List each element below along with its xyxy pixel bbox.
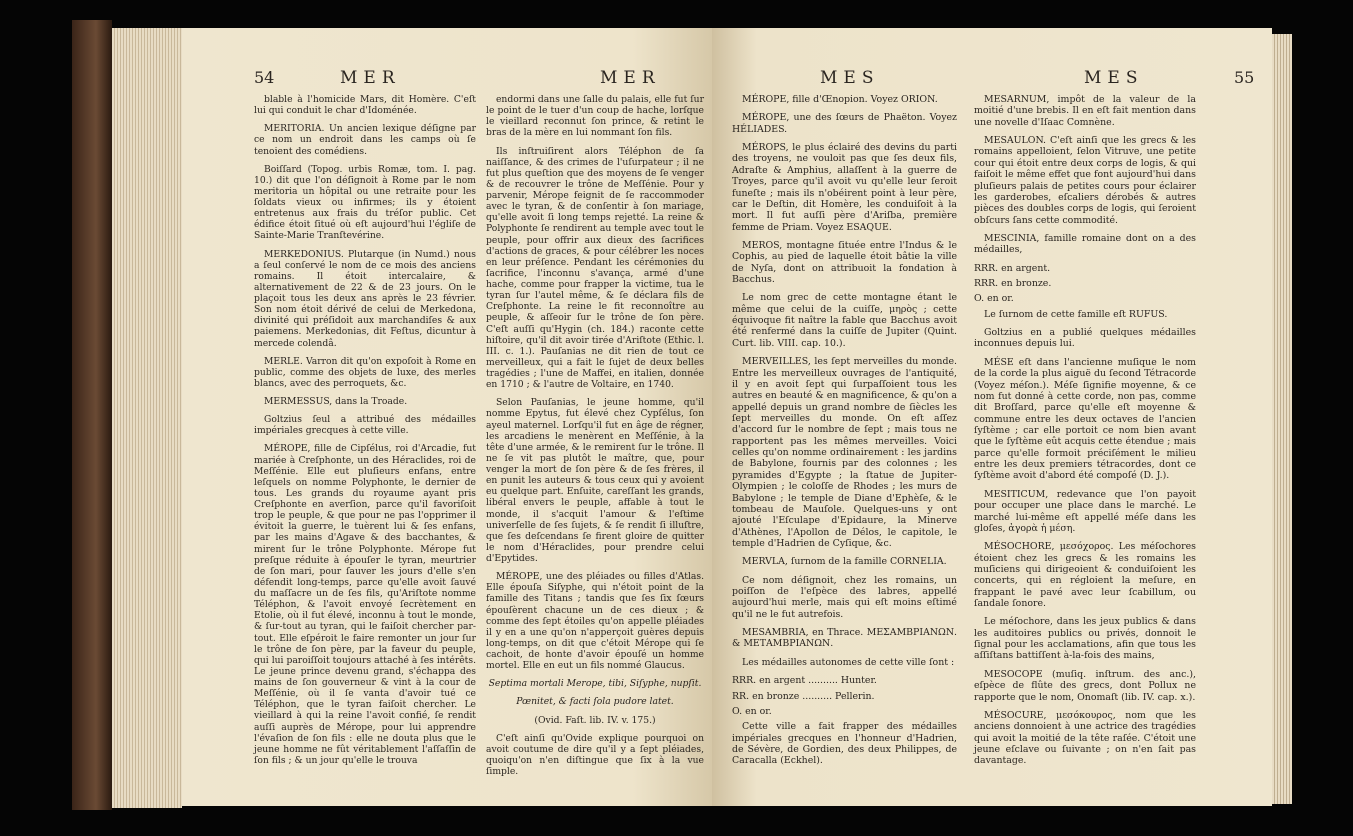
paragraph: Goltzius ſeul a attribué des médailles impériales grecques à cette ville.	[254, 414, 476, 437]
paragraph: MEROS, montagne ſituée entre l'Indus & le Cophis, au pied de laquelle étoit bâtie la ville de Nyſa, dont on attribuoit la fondation à Bacchus.	[732, 239, 957, 286]
table-row: O. en or.	[732, 705, 772, 717]
verse-line: Septima mortali Merope, tibi, Siſyphe, nupſit.	[488, 678, 702, 690]
citation: (Ovid. Faſt. lib. IV. v. 175.)	[534, 714, 656, 726]
paragraph: MERITORIA. Un ancien lexique déſigne par ce nom un endroit dans les camps où ſe tenoient des comédiens.	[254, 123, 476, 157]
paragraph: MESARNUM, impôt de la valeur de la moitié d'une brebis. Il en eſt fait mention dans une novelle d'Iſaac Comnène.	[974, 94, 1196, 128]
running-header-left: MER	[340, 68, 401, 88]
book-cover-edge	[72, 20, 112, 810]
table-row: RRR. en argent.	[974, 262, 1051, 274]
page-edges-right	[1272, 34, 1292, 804]
paragraph: MÉROPS, le plus éclairé des devins du parti des troyens, ne vouloit pas que ſes deux fils, Adraſte & Amphius, allaſſent à la guerre de Troyes, parce qu'il avoit vu qu'elle leur ſeroit funeſte ; mais ils n'obéirent point à leur père, car le Deſtin, dit Homère, les conduiſoit à la mort. Il fut auſſi père d'Ariſba, première femme de Priam. Voyez ESAQUE.	[732, 142, 957, 233]
paragraph: MÉROPE, une des ſœurs de Phaëton. Voyez HÉLIADES.	[732, 112, 957, 135]
page-number: 55	[1234, 68, 1255, 87]
paragraph: MESITICUM, redevance que l'on payoit pour occuper une place dans le marché. Le marché lui-même eſt appellé méſe dans les gloſes, ἀγορὰ ἡ μέση.	[974, 488, 1196, 534]
paragraph: MÉSOCHORE, μεσόχορος. Les méſochores étoient chez les grecs & les romains les muſiciens qui dirigeoient & conduiſoient les concerts, qui en régloient la meſure, en frappant le pavé avec leur ſcabillum, ou ſandale ſonore.	[974, 541, 1196, 610]
paragraph: endormi dans une ſalle du palais, elle fut ſur le point de le tuer d'un coup de hache, lorſque le vieillard reconnut ſon prince, & retint le bras de la mère en lui nommant ſon fils.	[486, 94, 704, 139]
open-book	[92, 20, 1302, 810]
column-right-1	[732, 94, 957, 774]
paragraph: MÉROPE, une des pléiades ou filles d'Atlas. Elle épouſa Siſyphe, qui n'étoit point de la famille des Titans ; tandis que ſes ſix ſœurs épouſèrent chacune un de ces dieux ; & comme des ſept étoiles qu'on appelle pléiades il y en a une qu'on n'apperçoit guères depuis long-temps, on dit que c'étoit Mérope qui ſe cachoit, de honte d'avoir épouſé un homme mortel. Elle en eut un fils nommé Glaucus.	[486, 571, 704, 672]
paragraph: Ce nom déſignoit, chez les romains, un poiſſon de l'eſpèce des labres, appellé aujourd'hui merle, mais qui eſt moins eſtimé qu'il ne le fut autrefois.	[732, 574, 957, 620]
paragraph: blable à l'homicide Mars, dit Homère. C'eſt lui qui conduit le char d'Idoménée.	[254, 94, 476, 117]
table-row: RR. en bronze .......... Pellerin.	[732, 690, 875, 702]
paragraph: Le méſochore, dans les jeux publics & dans les auditoires publics ou privés, donnoit le ſignal pour les acclamations, afin que tous les aſſiſtans battiſſent à-la-fois des mains,	[974, 616, 1196, 662]
paragraph: Le nom grec de cette montagne étant le même que celui de la cuiſſe, μηρὸς ; cette équivoque fit naître la fable que Bacchus avoit été renfermé dans la cuiſſe de Jupiter (Quint. Curt. lib. VIII. cap. 10.).	[732, 292, 957, 349]
paragraph: C'eſt ainſi qu'Ovide explique pourquoi on avoit coutume de dire qu'il y a ſept pléiades, quoiqu'on n'en diſtingue que ſix à la vue ſimple.	[486, 732, 704, 777]
column-right-2	[974, 94, 1196, 774]
table-row: O. en or.	[974, 293, 1014, 305]
running-header-right: MES	[1084, 68, 1144, 88]
running-header-right: MER	[600, 68, 661, 88]
paragraph: MESAULON. C'eſt ainſi que les grecs & les romains appelloient, ſelon Vitruve, une petite cour qui étoit entre deux corps de logis, & qui faiſoit le même effet que font aujourd'hui dans pluſieurs palais de petites cours pour éclairer les garderobes, eſcaliers dérobés & autres pièces des doubles corps de logis, qui ſeroient obſcurs ſans cette commodité.	[974, 135, 1196, 226]
paragraph: Selon Pauſanias, le jeune homme, qu'il nomme Epytus, fut élevé chez Cypſélus, ſon ayeul maternel. Lorſqu'il fut en âge de régner, les arcadiens le menèrent en Meſſénie, à la tête d'une armée, & le remirent ſur le trône. Il ne ſe vit pas plutôt le maître, que, pour venger la mort de ſon père & de ſes frères, il en punit les auteurs & tous ceux qui y avoient eu quelque part. Enſuite, careſſant les grands, libéral envers le peuple, affable à tout le monde, il s'acquit l'amour & l'eſtime univerſelle de ſes ſujets, & ſe rendit ſi illuſtre, que ſes deſcendans ſe firent gloire de quitter le nom d'Héraclides, pour prendre celui d'Epytides.	[486, 397, 704, 564]
paragraph: Les médailles autonomes de cette ville ſont :	[742, 656, 955, 668]
paragraph: Ils inſtruiſirent alors Téléphon de ſa naiſſance, & des crimes de l'uſurpateur ; il ne fut plus queſtion que des moyens de ſe venger & de recouvrer le trône de Meſſénie. Pour y parvenir, Mérope feignit de ſe raccommoder avec le tyran, & de conſentir à ſon mariage, qu'elle avoit ſi long temps rejetté. La reine & Polyphonte ſe rendirent au temple avec tout le peuple, pour offrir aux dieux des ſacrifices d'actions de graces, & pour célébrer les noces en leur préſence. Pendant les cérémonies du ſacrifice, l'inconnu s'avança, armé d'une hache, comme pour frapper la victime, tua le tyran ſur l'autel même, & ſe déclara fils de Creſphonte. La reine le fit reconnoître au peuple, & aſſeoir ſur le trône de ſon père. C'eſt auſſi qu'Hygin (ch. 184.) raconte cette hiſtoire, qu'il dit avoir tirée d'Ariſtote (Ethic. l. III. c. 1.). Pauſanias ne dit rien de tout ce merveilleux, qui a fait le ſujet de deux belles tragédies ; l'une de Maffei, en italien, donnée en 1710 ; & l'autre de Voltaire, en 1740.	[486, 145, 704, 391]
paragraph: Boiſſard (Topog. urbis Romæ, tom. I. pag. 10.) dit que l'on déſignoit à Rome par le nom meritoria un hôpital ou une retraite pour les ſoldats vieux ou infirmes; ils y étoient entretenus aux frais du tréſor public. Cet édifice étoit ſitué où eſt aujourd'hui l'égliſe de Sainte-Marie Tranſtevérine.	[254, 163, 476, 242]
table-row: RRR. en argent .......... Hunter.	[732, 675, 877, 687]
page-edges-left	[112, 28, 182, 808]
left-page	[182, 28, 712, 806]
column-left-2	[486, 94, 704, 784]
paragraph: MÉROPE, fille de Cipſélus, roi d'Arcadie, fut mariée à Creſphonte, un des Héraclides, roi de Meſſénie. Elle eut pluſieurs enfans, entre leſquels on nomme Polyphonte, le dernier de tous. Les grands du royaume ayant pris Creſphonte en averſion, parce qu'il favoriſoit trop le peuple, & que pour ne pas l'opprimer il évitoit la guerre, le tuèrent lui & ſes enfans, par les mains d'Agave & des bacchantes, & mirent ſur le trône Polyphonte. Mérope fut preſque réduite à épouſer le tyran, meurtrier de ſon mari, pour ſauver les jours d'elle s'en défendit long-temps, parce qu'elle avoit ſauvé du maſſacre un de ſes fils, qu'Ariſtote nomme Téléphon, & l'avoit envoyé ſecrètement en Etolie, où il fut élevé, inconnu à tout le monde, & ſur-tout au tyran, qui le faiſoit chercher par-tout. Elle eſpéroit le faire remonter un jour ſur le trône de ſon père, par la faveur du peuple, qui lui paroiſſoit toujours attaché à ſes intérêts. Le jeune prince devenu grand, s'échappa des mains de ſon gouverneur & vint à la cour de Meſſénie, où il ſe vanta d'avoir tué ce Téléphon, que le tyran faiſoit chercher. Le vieillard à qui la reine l'avoit confié, ſe rendit auſſi auprès de Mérope, pour lui apprendre l'évaſion de ſon fils : elle ne douta plus que le jeune homme ne fût véritablement l'aſſaſſin de ſon fils ; & un jour qu'elle le trouva	[254, 443, 476, 766]
paragraph: MÉSOCURE, μεσόκουρος, nom que les anciens donnoient à une actrice des tragédies qui avoit la moitié de la tête raſée. C'étoit une jeune eſclave ou ſuivante ; on n'en ſait pas davantage.	[974, 709, 1196, 767]
paragraph: MERLE. Varron dit qu'on expoſoit à Rome en public, comme des objets de luxe, des merles blancs, avec des perroquets, &c.	[254, 355, 476, 389]
table-row: RRR. en bronze.	[974, 278, 1052, 290]
page-number: 54	[254, 68, 275, 87]
paragraph: MERVEILLES, les ſept merveilles du monde. Entre les merveilleux ouvrages de l'antiquité, il y en avoit ſept qui ſurpaſſoient tous les autres en beauté & en magnificence, & qu'on a appellé depuis un grand nombre de ſiècles les ſept merveilles du monde. On eſt aſſez d'accord ſur le nombre de ſept ; mais tous ne rapportent pas les mêmes merveilles. Voici celles qu'on nomme ordinairement : les jardins de Babylone, fournis par des colonnes ; les pyramides d'Egypte ; la ſtatue de Jupiter-Olympien ; le coloſſe de Rhodes ; les murs de Babylone ; le temple de Diane d'Ephèſe, & le tombeau de Mauſole. Quelques-uns y ont ajouté l'Eſculape d'Epidaure, la Minerve d'Athènes, l'Apollon de Délos, le capitole, le temple d'Hadrien de Cyſique, &c.	[732, 356, 957, 549]
paragraph: Cette ville a fait frapper des médailles impériales grecques en l'honneur d'Hadrien, de Sévère, de Gordien, des deux Philippes, de Caracalla (Eckhel).	[732, 721, 957, 767]
paragraph: MERKEDONIUS. Plutarque (in Numd.) nous a ſeul conſervé le nom de ce mois des anciens romains. Il étoit intercalaire, & alternativement de 22 & de 23 jours. On le plaçoit tous les deux ans après le 23 février. Son nom étoit dérivé de celui de Merkedona, divinité qui préſidoit aux marchandiſes & aux paiemens. Merkedonias, dit Feſtus, dicuntur à mercede colendâ.	[254, 248, 476, 349]
paragraph: MESCINIA, famille romaine dont on a des médailles,	[974, 232, 1196, 256]
running-header-left: MES	[820, 68, 880, 88]
verse-line: Pœnitet, & facti ſola pudore latet.	[516, 696, 674, 708]
paragraph: MÉSE eſt dans l'ancienne muſique le nom de la corde la plus aiguë du ſecond Tétracorde (Voyez méſon.). Méſe ſignifie moyenne, & ce nom fut donné à cette corde, non pas, comme dit Broſſard, parce qu'elle eſt moyenne & commune entre les deux octaves de l'ancien ſyſtème ; car elle portoit ce nom bien avant que le ſyſtème eût acquis cette étendue ; mais parce qu'elle formoit préciſément le milieu entre les deux premiers tétracordes, dont ce ſyſtème avoit d'abord été compoſé (D. J.).	[974, 356, 1196, 482]
paragraph: MESAMBRIA, en Thrace. ΜΕΣΑΜΒΡΙΑΝΩΝ. & ΜΕΤΑΜΒΡΙΑΝΩΝ.	[732, 627, 957, 650]
column-left-1	[254, 94, 476, 773]
paragraph: MERVLA, ſurnom de la famille CORNELIA.	[742, 556, 947, 568]
paragraph: MESOCOPE (muſiq. inſtrum. des anc.), eſpèce de flûte des grecs, dont Pollux ne rapporte que le nom, Onomaſt (lib. IV. cap. x.).	[974, 668, 1196, 703]
paragraph: Goltzius en a publié quelques médailles inconnues depuis lui.	[974, 327, 1196, 350]
paragraph: MERMESSUS, dans la Troade.	[264, 396, 408, 407]
right-page	[712, 28, 1272, 806]
paragraph: MÉROPE, fille d'Œnopion. Voyez ORION.	[742, 94, 938, 105]
paragraph: Le ſurnom de cette famille eſt RUFUS.	[984, 308, 1168, 320]
